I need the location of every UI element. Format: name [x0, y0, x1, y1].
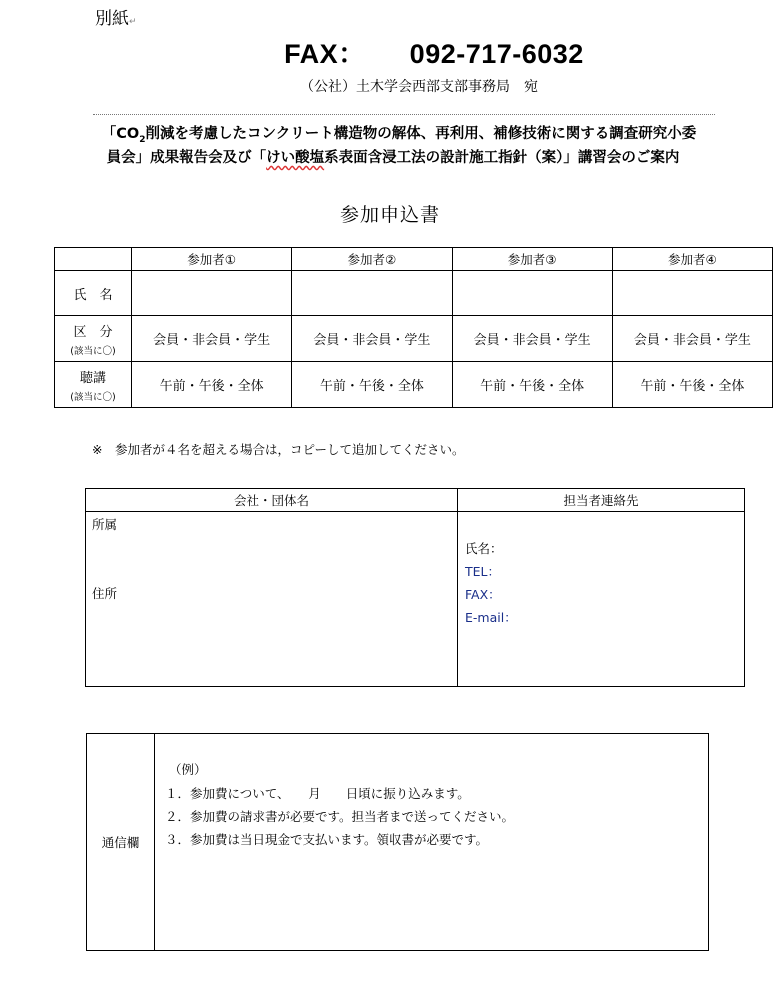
- message-row: [87, 734, 709, 951]
- category-label-cell: [55, 316, 132, 362]
- participant-header-4: 参加者④: [612, 248, 772, 271]
- participant-name-3[interactable]: [452, 271, 612, 316]
- participant-attend-1[interactable]: 午前・午後・全体: [132, 362, 292, 408]
- category-label: 区 分: [73, 324, 113, 340]
- note-text: ※ 参加者が４名を超える場合は，コピーして追加してください。: [92, 442, 465, 457]
- form-title: 参加申込書: [339, 204, 440, 226]
- participant-name-1[interactable]: [132, 271, 292, 316]
- spellcheck-underlined-text: けい酸塩: [266, 150, 325, 166]
- participant-attend-4[interactable]: 午前・午後・全体: [612, 362, 772, 408]
- message-table: [86, 733, 709, 951]
- company-body-row: [86, 512, 745, 687]
- participant-category-2[interactable]: 会員・非会員・学生: [292, 316, 452, 362]
- company-info-cell[interactable]: [86, 512, 458, 687]
- fax-label: FAX：: [284, 39, 366, 69]
- message-label: 通信欄: [87, 734, 155, 951]
- attachment-label: 別紙↵: [95, 9, 137, 29]
- participant-category-3[interactable]: 会員・非会員・学生: [452, 316, 612, 362]
- contact-info-cell[interactable]: [458, 512, 745, 687]
- participant-attend-2[interactable]: 午前・午後・全体: [292, 362, 452, 408]
- fax-heading: [0, 32, 780, 71]
- event-title-line2: 員会」成果報告会及び「けい酸塩系表面含浸工法の設計施工指針（案）」講習会のご案内: [106, 150, 680, 166]
- company-name-header: 会社・団体名: [86, 489, 458, 512]
- category-sublabel: (該当に〇): [70, 345, 116, 357]
- participant-name-4[interactable]: [612, 271, 772, 316]
- participant-category-1[interactable]: 会員・非会員・学生: [132, 316, 292, 362]
- message-example: （例）: [169, 762, 207, 777]
- participant-category-4[interactable]: 会員・非会員・学生: [612, 316, 772, 362]
- fax-number: 092-717-6032: [409, 39, 584, 69]
- participants-table: [54, 247, 773, 408]
- addressee: （公社）土木学会西部支部事務局 宛: [300, 79, 538, 95]
- attend-label: 聴講: [79, 370, 106, 386]
- dotted-divider: [93, 114, 715, 115]
- participant-header-3: 参加者③: [452, 248, 612, 271]
- participant-name-2[interactable]: [292, 271, 452, 316]
- name-label: 氏 名: [55, 271, 132, 316]
- contact-tel-label: TEL：: [465, 564, 500, 579]
- participant-header-1: 参加者①: [132, 248, 292, 271]
- contact-email-label: E-mail：: [465, 610, 517, 625]
- company-table: [85, 488, 745, 687]
- participant-header-2: 参加者②: [292, 248, 452, 271]
- company-header-row: [86, 489, 745, 512]
- attend-label-cell: [55, 362, 132, 408]
- message-line-3: ３．参加費は当日現金で支払います。領収書が必要です。: [165, 832, 489, 847]
- participants-header-row: [55, 248, 773, 271]
- address-label: 住所: [92, 586, 118, 601]
- contact-name-label: 氏名：: [465, 541, 503, 556]
- message-line-2: ２．参加費の請求書が必要です。担当者まで送ってください。: [165, 809, 515, 824]
- participant-attend-3[interactable]: 午前・午後・全体: [452, 362, 612, 408]
- corner-cell: [55, 248, 132, 271]
- event-title-line1: 「$CO_2$削減を考慮したコンクリート構造物の解体、再利用、補修技術に関する調査研究小委: [101, 126, 697, 145]
- attend-row: [55, 362, 773, 408]
- contact-header: 担当者連絡先: [458, 489, 745, 512]
- name-row: [55, 271, 773, 316]
- attend-sublabel: (該当に〇): [70, 391, 116, 403]
- affiliation-label: 所属: [92, 517, 118, 532]
- contact-fax-label: FAX：: [465, 587, 501, 602]
- message-line-1: １．参加費について、 月 日頃に振り込みます。: [165, 786, 470, 801]
- category-row: [55, 316, 773, 362]
- message-field[interactable]: [155, 734, 709, 951]
